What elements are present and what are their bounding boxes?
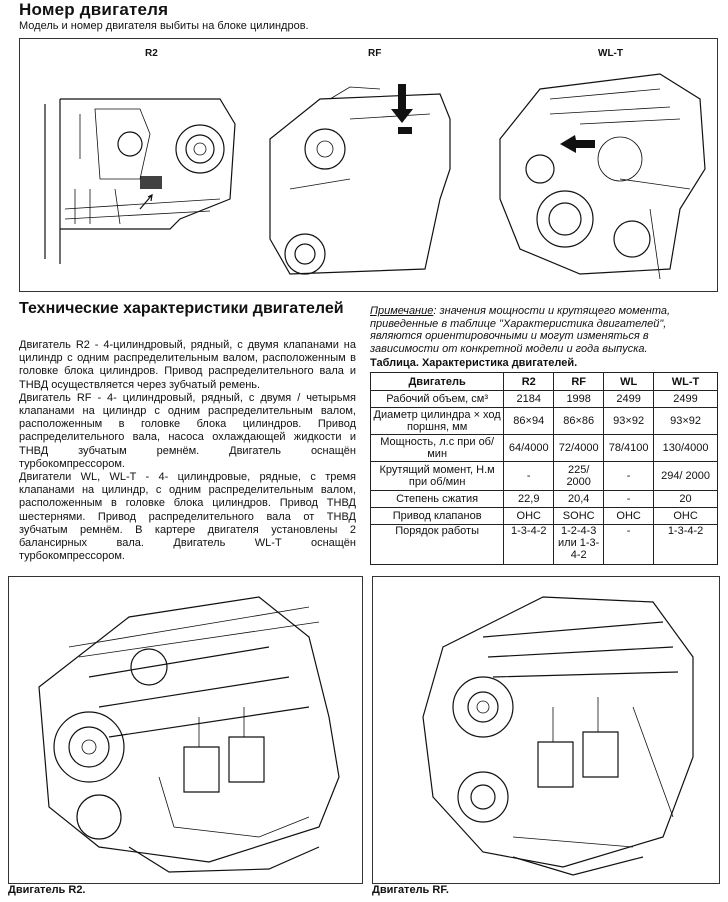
header-cell: R2 [504, 373, 554, 391]
table-row [371, 391, 718, 408]
figure-label-wlt: WL-T [598, 48, 623, 59]
header-cell: RF [554, 373, 604, 391]
table-row [371, 508, 718, 525]
value-cell: 225/ 2000 [554, 462, 604, 491]
figure-label-r2: R2 [145, 48, 158, 59]
section-body [19, 339, 356, 563]
value-cell: 93×92 [654, 408, 718, 435]
table-header-row [371, 373, 718, 391]
value-cell: 1-3-4-2 [654, 525, 718, 565]
value-cell: - [604, 491, 654, 508]
note-text: : значения мощности и крутящего момента, приведенные в таблице "Характеристика двигателей", являются ориентировочными и могут изменяться в зависимости от конкретной модели и года выпуска. [370, 305, 671, 355]
value-cell: 1-2-4-3 или 1-3-4-2 [554, 525, 604, 565]
rf-block-sketch [270, 84, 450, 274]
param-cell: Рабочий объем, см³ [371, 391, 504, 408]
note-label: Примечание [370, 305, 434, 317]
param-cell: Крутящий момент, Н.м при об/мин [371, 462, 504, 491]
value-cell: 64/4000 [504, 435, 554, 462]
header-cell: WL [604, 373, 654, 391]
value-cell: OHC [504, 508, 554, 525]
value-cell: OHC [604, 508, 654, 525]
param-cell: Мощность, л.с при об/мин [371, 435, 504, 462]
figure-label-rf: RF [368, 48, 382, 59]
engine-r2-illustration [9, 577, 362, 883]
page-title: Номер двигателя [19, 0, 169, 19]
table-caption: Таблица. Характеристика двигателей. [370, 357, 578, 369]
value-cell: 1-3-4-2 [504, 525, 554, 565]
value-cell: - [604, 462, 654, 491]
engine-sketches [20, 39, 717, 291]
paragraph-r2: Двигатель R2 - 4-цилиндровый, рядный, с двумя клапанами на цилиндр с одним распределительным валом, расположенным в головке блока цилиндров. Привод распределительного вала и ТНВД осуществляется через зубчатый ремень. [19, 339, 356, 391]
value-cell: 93×92 [604, 408, 654, 435]
value-cell: 20,4 [554, 491, 604, 508]
table-row [371, 435, 718, 462]
value-cell: 22,9 [504, 491, 554, 508]
header-cell: WL-T [654, 373, 718, 391]
value-cell: 2184 [504, 391, 554, 408]
page-subtitle: Модель и номер двигателя выбиты на блоке цилиндров. [19, 20, 309, 32]
wlt-engine-sketch [500, 74, 705, 279]
param-cell: Привод клапанов [371, 508, 504, 525]
value-cell: 86×86 [554, 408, 604, 435]
value-cell: - [504, 462, 554, 491]
value-cell: 86×94 [504, 408, 554, 435]
table-row [371, 408, 718, 435]
param-cell: Порядок работы [371, 525, 504, 565]
engine-rf-figure [372, 576, 720, 884]
value-cell: OHC [654, 508, 718, 525]
engine-r2-figure [8, 576, 363, 884]
value-cell: 78/4100 [604, 435, 654, 462]
table-row [371, 462, 718, 491]
caption-r2: Двигатель R2. [8, 884, 86, 896]
section-title: Технические характеристики двигателей [19, 300, 344, 317]
value-cell: - [604, 525, 654, 565]
engine-rf-illustration [373, 577, 719, 883]
table-row [371, 525, 718, 565]
value-cell: 2499 [654, 391, 718, 408]
r2-block-sketch [45, 99, 235, 264]
header-cell: Двигатель [371, 373, 504, 391]
table-row [371, 491, 718, 508]
caption-rf: Двигатель RF. [372, 884, 449, 896]
value-cell: 294/ 2000 [654, 462, 718, 491]
value-cell: 2499 [604, 391, 654, 408]
param-cell: Диаметр цилиндра × ход поршня, мм [371, 408, 504, 435]
value-cell: 72/4000 [554, 435, 604, 462]
param-cell: Степень сжатия [371, 491, 504, 508]
note [370, 305, 720, 355]
engine-spec-table [370, 372, 718, 565]
value-cell: 1998 [554, 391, 604, 408]
engine-number-figure [19, 38, 718, 292]
value-cell: SOHC [554, 508, 604, 525]
paragraph-wl: Двигатели WL, WL-T - 4- цилиндровые, рядные, с тремя клапанами на цилиндр, с одним распределительным валом, расположенным в головке блока цилиндров. Привод ТНВД шестернями. Привод распределительного вала от ТНВД зубчатым ремнём. В картере двигателя установлены 2 балансирных вала. Двигатель WL-T оснащён турбокомпрессором. [19, 471, 356, 563]
value-cell: 130/4000 [654, 435, 718, 462]
value-cell: 20 [654, 491, 718, 508]
paragraph-rf: Двигатель RF - 4- цилиндровый, рядный, с двумя / четырьмя клапанами на цилиндр с одним распределительным валом, расположенным в головке блока цилиндров. Привод распределительного вала, насоса охлаждающей жидкости и ТНВД зубчатым ремнём. Двигатель оснащён турбокомпрессором. [19, 391, 356, 470]
